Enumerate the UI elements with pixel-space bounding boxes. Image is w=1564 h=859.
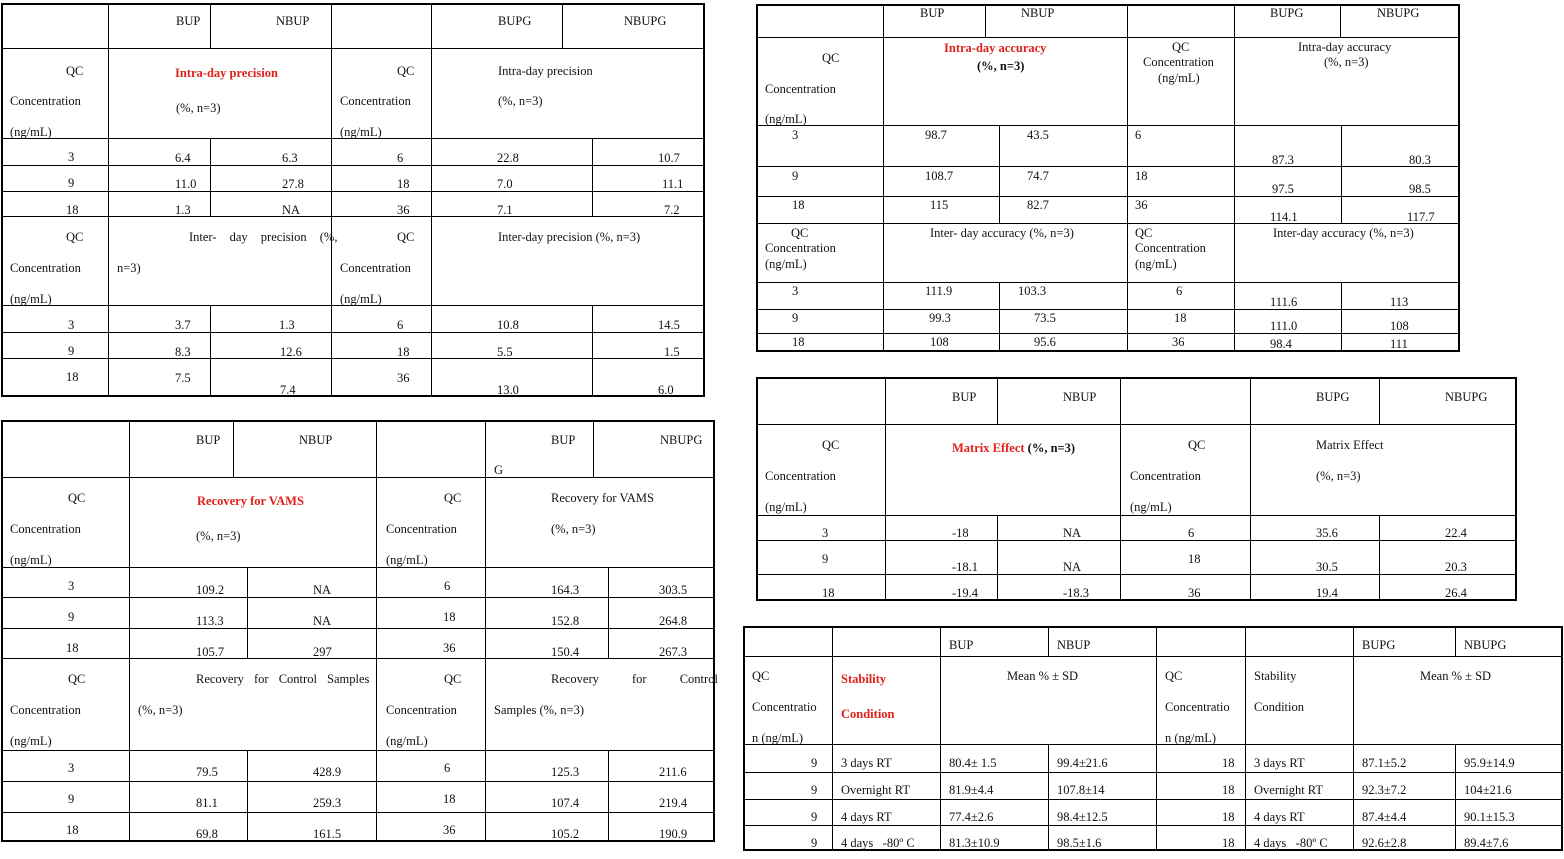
cell-nbupg: 267.3	[659, 645, 688, 659]
concentration-label: Concentration	[765, 241, 836, 255]
cell-qc2: 6	[444, 579, 451, 593]
cell-bupg: 10.8	[497, 318, 519, 332]
cell-bupg: 152.8	[551, 614, 580, 628]
cell-qc: 3	[792, 128, 799, 142]
cell-bup: 108	[930, 335, 949, 349]
cell-bupg: 111.6	[1270, 295, 1298, 309]
cell-qc2: 18	[443, 610, 456, 624]
cell-nbup: 107.8±14	[1057, 783, 1105, 797]
mean-sd-header: Mean % ± SD	[1007, 669, 1079, 683]
cell-bup: 8.3	[175, 345, 191, 359]
cell-nbup: 7.4	[280, 383, 296, 397]
recovery-control-title-right: Recovery for Control	[551, 672, 718, 686]
cell-bupg: 30.5	[1316, 560, 1338, 574]
concentration-label: Concentratio	[752, 700, 817, 714]
cell-qc: 18	[66, 370, 79, 384]
cell-bupg: 98.4	[1270, 337, 1292, 351]
cell-bupg: 22.8	[497, 151, 519, 165]
inter-precision-title-right: Inter-day precision (%, n=3)	[498, 230, 641, 244]
cell-bup: 79.5	[196, 765, 218, 779]
cell-bupg: 35.6	[1316, 526, 1338, 540]
unit-label: (ng/mL)	[1158, 71, 1200, 85]
col-header-bup: BUP	[952, 390, 977, 404]
cell-bupg: 114.1	[1270, 210, 1298, 224]
cell-nbupg: 117.7	[1407, 210, 1435, 224]
cell-bup: 113.3	[196, 614, 224, 628]
qc-label: QC	[444, 491, 462, 505]
col-header-nbup: NBUP	[1057, 638, 1091, 652]
cell-qc: 9	[811, 756, 818, 770]
col-header-bupg: BUPG	[1316, 390, 1350, 404]
qc-label: QC	[1135, 226, 1153, 240]
cell-bupg: 87.4±4.4	[1362, 810, 1407, 824]
cell-qc: 9	[68, 610, 75, 624]
cell-qc2: 36	[397, 371, 410, 385]
qc-label: QC	[822, 438, 840, 452]
qc-label: QC	[791, 226, 809, 240]
cell-nbupg: 11.1	[662, 177, 684, 191]
cell-qc2: 6	[444, 761, 451, 775]
concentration-label: Concentration	[340, 94, 411, 108]
cell-nbup: 12.6	[280, 345, 302, 359]
cell-bup: 69.8	[196, 827, 218, 841]
col-header-nbupg: NBUPG	[1445, 390, 1488, 404]
cell-bupg: 13.0	[497, 383, 519, 397]
cell-nbup: 103.3	[1018, 284, 1047, 298]
cell-bupg: 107.4	[551, 796, 580, 810]
cell-condition2: 4 days -80º C	[1254, 836, 1328, 850]
cell-bupg: 105.2	[551, 827, 580, 841]
cell-qc2: 36	[1135, 198, 1148, 212]
concentration-label: Concentration	[340, 261, 411, 275]
matrix-effect-title-text: Matrix Effect	[952, 441, 1025, 455]
n3-label: (%, n=3)	[176, 101, 221, 115]
cell-bup: 81.3±10.9	[949, 836, 1000, 850]
cell-nbupg: 98.5	[1409, 182, 1431, 196]
cell-qc: 9	[68, 176, 75, 190]
n3-label: (%, n=3)	[1027, 441, 1076, 455]
cell-bup: 105.7	[196, 645, 225, 659]
cell-nbup: NA	[313, 614, 332, 628]
concentration-label: Concentration	[1135, 241, 1206, 255]
col-header-nbupg: NBUPG	[1464, 638, 1507, 652]
inter-precision-title-cont: n=3)	[117, 261, 141, 275]
cell-qc: 18	[822, 586, 835, 600]
col-header-nbup: NBUP	[299, 433, 333, 447]
cell-nbup: 99.4±21.6	[1057, 756, 1108, 770]
n3-label: (%, n=3)	[498, 94, 543, 108]
cell-bupg: 87.3	[1272, 153, 1294, 167]
unit-label: (ng/mL)	[765, 500, 807, 514]
cell-qc: 3	[68, 318, 75, 332]
qc-label: QC	[66, 64, 84, 78]
cell-qc: 9	[68, 344, 75, 358]
cell-qc2: 18	[397, 177, 410, 191]
cell-qc2: 36	[1172, 335, 1185, 349]
cell-bupg: 7.1	[497, 203, 513, 217]
cell-bupg: 92.3±7.2	[1362, 783, 1407, 797]
cell-qc2: 6	[397, 318, 404, 332]
cell-nbup: 428.9	[313, 765, 342, 779]
stability-condition-label: Stability	[1254, 669, 1297, 683]
cell-bupg: 111.0	[1270, 319, 1298, 333]
cell-nbupg: 190.9	[659, 827, 688, 841]
qc-label: QC	[822, 51, 840, 65]
concentration-label: Concentration	[765, 469, 836, 483]
cell-bup: 11.0	[175, 177, 197, 191]
cell-bup: -18	[952, 526, 969, 540]
qc-label: QC	[1165, 669, 1183, 683]
cell-qc: 3	[68, 579, 75, 593]
unit-label: (ng/mL)	[10, 292, 52, 306]
cell-bup: 7.5	[175, 371, 191, 385]
cell-nbup: 74.7	[1027, 169, 1049, 183]
n3-label: (%, n=3)	[1324, 55, 1369, 69]
cell-qc: 9	[811, 783, 818, 797]
cell-bup: 98.7	[925, 128, 947, 142]
cell-qc: 3	[68, 761, 75, 775]
cell-condition2: 4 days RT	[1254, 810, 1305, 824]
col-header-nbup: NBUP	[276, 14, 310, 28]
cell-nbupg: 111	[1390, 337, 1408, 351]
cell-bup: 81.1	[196, 796, 218, 810]
cell-bupg: 19.4	[1316, 586, 1338, 600]
concentration-label: Concentratio	[1165, 700, 1230, 714]
cell-qc2: 18	[1222, 810, 1235, 824]
cell-nbup: -18.3	[1063, 586, 1090, 600]
qc-label: QC	[397, 64, 415, 78]
unit-label: (ng/mL)	[340, 292, 382, 306]
cell-qc2: 36	[397, 203, 410, 217]
cell-nbup: NA	[313, 583, 332, 597]
cell-nbup: NA	[1063, 560, 1082, 574]
col-header-nbup: NBUP	[1021, 6, 1055, 20]
inter-accuracy-title: Inter- day accuracy (%, n=3)	[930, 226, 1074, 240]
cell-qc2: 36	[443, 641, 456, 655]
matrix-effect-title	[952, 441, 1075, 455]
cell-bup: 81.9±4.4	[949, 783, 994, 797]
n3-label: (%, n=3)	[196, 529, 241, 543]
cell-qc2: 18	[1222, 836, 1235, 850]
cell-qc2: 18	[1188, 552, 1201, 566]
cell-qc: 9	[822, 552, 829, 566]
recovery-vams-title-right: Recovery for VAMS	[551, 491, 655, 505]
cell-bup: 99.3	[929, 311, 951, 325]
unit-label: (ng/mL)	[386, 734, 428, 748]
n3-label: (%, n=3)	[1316, 469, 1361, 483]
cell-nbupg: 264.8	[659, 614, 688, 628]
cell-nbup: 98.4±12.5	[1057, 810, 1108, 824]
cell-condition: 4 days RT	[841, 810, 892, 824]
unit-label: (ng/mL)	[10, 734, 52, 748]
concentration-label: Concentration	[10, 94, 81, 108]
col-header-bup: BUP	[920, 6, 945, 20]
concentration-label: Concentration	[386, 522, 457, 536]
col-header-bupg: BUPG	[1270, 6, 1304, 20]
cell-qc2: 18	[1222, 756, 1235, 770]
cell-bup: 109.2	[196, 583, 225, 597]
cell-bup: 115	[930, 198, 949, 212]
cell-nbup: 1.3	[279, 318, 295, 332]
cell-qc: 3	[822, 526, 829, 540]
concentration-label: Concentration	[765, 82, 836, 96]
qc-label: QC	[444, 672, 462, 686]
cell-qc2: 18	[397, 345, 410, 359]
cell-condition: 4 days -80º C	[841, 836, 915, 850]
cell-bup: -19.4	[952, 586, 979, 600]
cell-qc2: 6	[1176, 284, 1183, 298]
cell-qc: 3	[792, 284, 799, 298]
cell-bupg: 92.6±2.8	[1362, 836, 1407, 850]
cell-bup: 77.4±2.6	[949, 810, 994, 824]
cell-bupg: 150.4	[551, 645, 580, 659]
n3-label: (%, n=3)	[977, 59, 1025, 73]
cell-bup: 111.9	[925, 284, 953, 298]
concentration-label: Concentration	[1130, 469, 1201, 483]
cell-qc2: 6	[1135, 128, 1142, 142]
n3-label: (%, n=3)	[138, 703, 183, 717]
cell-bup: 6.4	[175, 151, 191, 165]
cell-nbupg: 89.4±7.6	[1464, 836, 1509, 850]
cell-nbupg: 26.4	[1445, 586, 1467, 600]
cell-condition: Overnight RT	[841, 783, 911, 797]
unit-label: (ng/mL)	[1130, 500, 1172, 514]
cell-qc: 9	[68, 792, 75, 806]
unit-label: n (ng/mL)	[752, 731, 804, 745]
table-border	[756, 377, 1517, 601]
cell-nbupg: 104±21.6	[1464, 783, 1512, 797]
qc-label: QC	[397, 230, 415, 244]
col-header-bup: BUP	[949, 638, 974, 652]
qc-label: QC	[66, 230, 84, 244]
concentration-label: Concentration	[10, 261, 81, 275]
col-header-nbupg: NBUPG	[624, 14, 667, 28]
cell-nbupg: 211.6	[659, 765, 687, 779]
unit-label: (ng/mL)	[765, 257, 807, 271]
stability-condition-title-cont: Condition	[841, 707, 895, 721]
cell-qc: 9	[811, 836, 818, 850]
unit-label: (ng/mL)	[765, 112, 807, 126]
cell-qc: 18	[792, 198, 805, 212]
cell-bup: 80.4± 1.5	[949, 756, 997, 770]
cell-nbup: 161.5	[313, 827, 342, 841]
cell-nbupg: 1.5	[664, 345, 680, 359]
cell-bupg: 5.5	[497, 345, 513, 359]
unit-label: (ng/mL)	[1135, 257, 1177, 271]
col-header-bupg: BUPG	[498, 14, 532, 28]
cell-nbup: 259.3	[313, 796, 342, 810]
cell-nbupg: 80.3	[1409, 153, 1431, 167]
cell-nbupg: 108	[1390, 319, 1409, 333]
cell-qc2: 18	[1174, 311, 1187, 325]
cell-bup: 3.7	[175, 318, 191, 332]
cell-bup: 108.7	[925, 169, 954, 183]
qc-label: QC	[68, 491, 86, 505]
cell-qc: 18	[66, 823, 79, 837]
col-header-bupg-wrap: G	[494, 463, 504, 477]
cell-qc2: 18	[443, 792, 456, 806]
mean-sd-header: Mean % ± SD	[1420, 669, 1492, 683]
cell-nbup: 82.7	[1027, 198, 1049, 212]
cell-qc: 9	[792, 311, 799, 325]
cell-condition: 3 days RT	[841, 756, 892, 770]
col-header-bupg: BUP	[551, 433, 576, 447]
cell-bupg: 164.3	[551, 583, 580, 597]
cell-nbupg: 6.0	[658, 383, 674, 397]
col-header-bup: BUP	[176, 14, 201, 28]
intra-accuracy-title: Intra-day accuracy	[944, 41, 1047, 55]
unit-label: n (ng/mL)	[1165, 731, 1217, 745]
cell-nbupg: 14.5	[658, 318, 680, 332]
intra-precision-title: Intra-day precision	[175, 66, 278, 80]
cell-qc2: 36	[1188, 586, 1201, 600]
cell-qc2: 18	[1222, 783, 1235, 797]
cell-bupg: 87.1±5.2	[1362, 756, 1407, 770]
qc-label: QC	[1188, 438, 1206, 452]
cell-nbup: NA	[1063, 526, 1082, 540]
cell-qc2: 6	[1188, 526, 1195, 540]
unit-label: (ng/mL)	[10, 553, 52, 567]
recovery-control-title-right-cont: Samples (%, n=3)	[494, 703, 585, 717]
cell-condition2: Overnight RT	[1254, 783, 1324, 797]
cell-qc: 18	[792, 335, 805, 349]
concentration-label: Concentration	[386, 703, 457, 717]
cell-qc2: 36	[443, 823, 456, 837]
col-header-nbupg: NBUPG	[660, 433, 703, 447]
qc-label: QC	[752, 669, 770, 683]
cell-bupg: 125.3	[551, 765, 580, 779]
inter-accuracy-title-right: Inter-day accuracy (%, n=3)	[1273, 226, 1414, 240]
col-header-bup: BUP	[196, 433, 221, 447]
cell-qc: 3	[68, 150, 75, 164]
concentration-label: Concentration	[1143, 55, 1214, 69]
concentration-label: Concentration	[10, 703, 81, 717]
cell-nbup: 73.5	[1034, 311, 1056, 325]
unit-label: (ng/mL)	[10, 125, 52, 139]
cell-nbup: 43.5	[1027, 128, 1049, 142]
cell-nbup: 6.3	[282, 151, 298, 165]
cell-qc: 18	[66, 641, 79, 655]
stability-condition-label-cont: Condition	[1254, 700, 1305, 714]
qc-label: QC	[1172, 40, 1190, 54]
cell-nbupg: 20.3	[1445, 560, 1467, 574]
cell-nbupg: 90.1±15.3	[1464, 810, 1515, 824]
cell-qc2: 6	[397, 151, 404, 165]
concentration-label: Concentration	[10, 522, 81, 536]
unit-label: (ng/mL)	[386, 553, 428, 567]
qc-label: QC	[68, 672, 86, 686]
cell-nbup: 297	[313, 645, 332, 659]
table-border	[1, 3, 705, 397]
cell-nbupg: 303.5	[659, 583, 688, 597]
inter-precision-title: Inter- day precision (%,	[189, 230, 338, 244]
intra-precision-title-right: Intra-day precision	[498, 64, 593, 78]
cell-nbupg: 10.7	[658, 151, 680, 165]
cell-qc: 9	[811, 810, 818, 824]
cell-bupg: 97.5	[1272, 182, 1294, 196]
cell-bup: -18.1	[952, 560, 979, 574]
cell-condition2: 3 days RT	[1254, 756, 1305, 770]
cell-qc2: 18	[1135, 169, 1148, 183]
matrix-effect-title-right: Matrix Effect	[1316, 438, 1384, 452]
stability-condition-title: Stability	[841, 672, 887, 686]
cell-nbupg: 7.2	[664, 203, 680, 217]
cell-nbup: 98.5±1.6	[1057, 836, 1102, 850]
recovery-vams-title: Recovery for VAMS	[197, 494, 304, 508]
cell-nbupg: 219.4	[659, 796, 688, 810]
cell-nbupg: 95.9±14.9	[1464, 756, 1515, 770]
cell-nbup: NA	[282, 203, 301, 217]
cell-nbupg: 113	[1390, 295, 1409, 309]
col-header-nbupg: NBUPG	[1377, 6, 1420, 20]
cell-bup: 1.3	[175, 203, 191, 217]
intra-accuracy-title-right: Intra-day accuracy	[1298, 40, 1392, 54]
col-header-bupg: BUPG	[1362, 638, 1396, 652]
n3-label: (%, n=3)	[551, 522, 596, 536]
cell-nbupg: 22.4	[1445, 526, 1467, 540]
cell-bupg: 7.0	[497, 177, 513, 191]
recovery-control-title: Recovery for Control Samples	[196, 672, 370, 686]
cell-qc: 18	[66, 203, 79, 217]
col-header-nbup: NBUP	[1063, 390, 1097, 404]
cell-nbup: 27.8	[282, 177, 304, 191]
unit-label: (ng/mL)	[340, 125, 382, 139]
cell-qc: 9	[792, 169, 799, 183]
cell-nbup: 95.6	[1034, 335, 1056, 349]
